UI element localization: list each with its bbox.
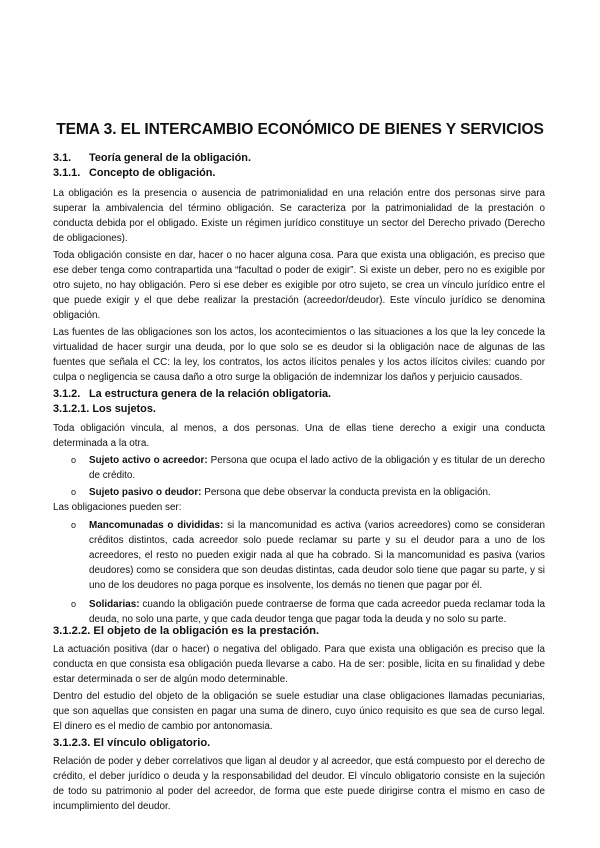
- list-text: Persona que debe observar la conducta prevista en la obligación.: [201, 487, 491, 498]
- list-term: Sujeto pasivo o deudor:: [89, 487, 202, 498]
- page-title: TEMA 3. EL INTERCAMBIO ECONÓMICO DE BIENES Y SERVICIOS: [56, 121, 544, 138]
- list-item: [71, 453, 545, 483]
- bullet-icon: o: [71, 520, 77, 530]
- list-item: [71, 597, 545, 627]
- heading-label: Teoría general de la obligación.: [89, 152, 251, 164]
- paragraph-sources: Las fuentes de las obligaciones son los actos, los acontecimientos o las situaciones a los que la ley concede la virtualidad de hacer surgir una deuda, por lo que solo se es deudor si la obligación nace de algunas de las fuentes que señala el CC: la ley, los contratos, los actos ilícitos penales y los actos ilícitos civiles: cuando por culpa o negligencia se causa daño a otro surge la obligación de indemnizar los daños y perjuicio causados.: [53, 327, 545, 383]
- list-text: Persona que ocupa el lado activo de la obligación y es titular de un derecho de crédito.: [89, 455, 546, 481]
- subjects-list: [71, 453, 545, 500]
- list-item: [71, 485, 545, 500]
- bullet-icon: o: [71, 487, 77, 497]
- heading-3-1-2-3: 3.1.2.3. El vínculo obligatorio.: [53, 737, 211, 749]
- heading-label: La estructura genera de la relación obligatoria.: [89, 388, 332, 400]
- paragraph-subjects: Toda obligación vincula, al menos, a dos personas. Una de ellas tiene derecho a exigir una conducta determinada a la otra.: [53, 423, 545, 449]
- obligation-types-list: [71, 518, 545, 627]
- heading-3-1-2-2: 3.1.2.2. El objeto de la obligación es la prestación.: [53, 625, 320, 637]
- paragraph-pecuniarias: Dentro del estudio del objeto de la obligación se suele estudiar una clase obligaciones llamadas pecuniarias, que son aquellas que consisten en pagar una suma de dinero, cuyo único requisito es que sea de curso legal. El dinero es el medio de cambio por antonomasia.: [53, 691, 545, 732]
- list-text: si la mancomunidad es activa (varios acreedores) como se consideran créditos distintos, cada acreedor solo puede reclamar su parte y su el deudor para a uno de los acreedores, el resto no pueden exigir nada al que ha cobrado. Si la mancomunidad es pasiva (varios deudores) como se considera que son deudas distintas, cada deudor solo tiene que pagar su parte, y si uno de los deudores no paga porque es insolvente, los demás no tienen que pagar por él.: [89, 520, 545, 591]
- heading-3-1: [53, 152, 251, 164]
- bullet-icon: o: [71, 599, 77, 609]
- list-item: [71, 518, 545, 593]
- heading-number: 3.1.2.: [53, 388, 81, 400]
- heading-3-1-1: [53, 167, 215, 179]
- list-term: Mancomunadas o divididas:: [89, 520, 224, 531]
- paragraph-content: Toda obligación consiste en dar, hacer o no hacer alguna cosa. Para que exista una obligación, es preciso que ese deber tenga como contrapartida una “facultad o poder de exigir”. Si existe un deber, pero no es exigible por otro sujeto, no hay obligación. Pero si ese deber es exigible por otro sujeto, se crea un vínculo jurídico entre el que puede exigir y el que debe realizar la prestación (acreedor/deudor). Este vínculo jurídico se denomina obligación.: [53, 250, 545, 321]
- list-term: Sujeto activo o acreedor:: [89, 455, 208, 466]
- paragraph-prestacion: La actuación positiva (dar o hacer) o negativa del obligado. Para que exista una obligación es preciso que la conducta en que consista esa obligación pueda llevarse a cabo. Ha de ser: posible, licita en su finalidad y debe estar determinada o ser de algún modo determinable.: [53, 644, 545, 685]
- heading-3-1-2-1: 3.1.2.1. Los sujetos.: [53, 403, 156, 415]
- paragraph-vinculo: Relación de poder y deber correlativos que ligan al deudor y al acreedor, que está compuesto por el derecho de crédito, el deber jurídico o deuda y la responsabilidad del deudor. El vínculo obligatorio consiste en la sujeción de todo su patrimonio al poder del acreedor, de forma que este puede dirigirse contra el mismo en caso de incumplimiento del deudor.: [53, 756, 545, 812]
- paragraph-types-intro: Las obligaciones pueden ser:: [53, 502, 182, 513]
- bullet-icon: o: [71, 455, 77, 465]
- heading-number: 3.1.1.: [53, 167, 81, 179]
- paragraph-definition: La obligación es la presencia o ausencia de patrimonialidad en una relación entre dos personas sirve para superar la ambivalencia del término obligación. Se caracteriza por la patrimonialidad de la prestación o conducta debida por el obligado. Existe un régimen jurídico constituye un sector del Derecho privado (Derecho de obligaciones).: [53, 188, 545, 244]
- list-term: Solidarias:: [89, 599, 140, 610]
- list-text: cuando la obligación puede contraerse de forma que cada acreedor pueda reclamar toda la deuda, no solo una parte, y que cada deudor tenga que pagar toda la deuda y no solo su parte.: [89, 599, 545, 625]
- heading-3-1-2: [53, 388, 331, 400]
- heading-number: 3.1.: [53, 152, 72, 164]
- heading-label: Concepto de obligación.: [89, 167, 216, 179]
